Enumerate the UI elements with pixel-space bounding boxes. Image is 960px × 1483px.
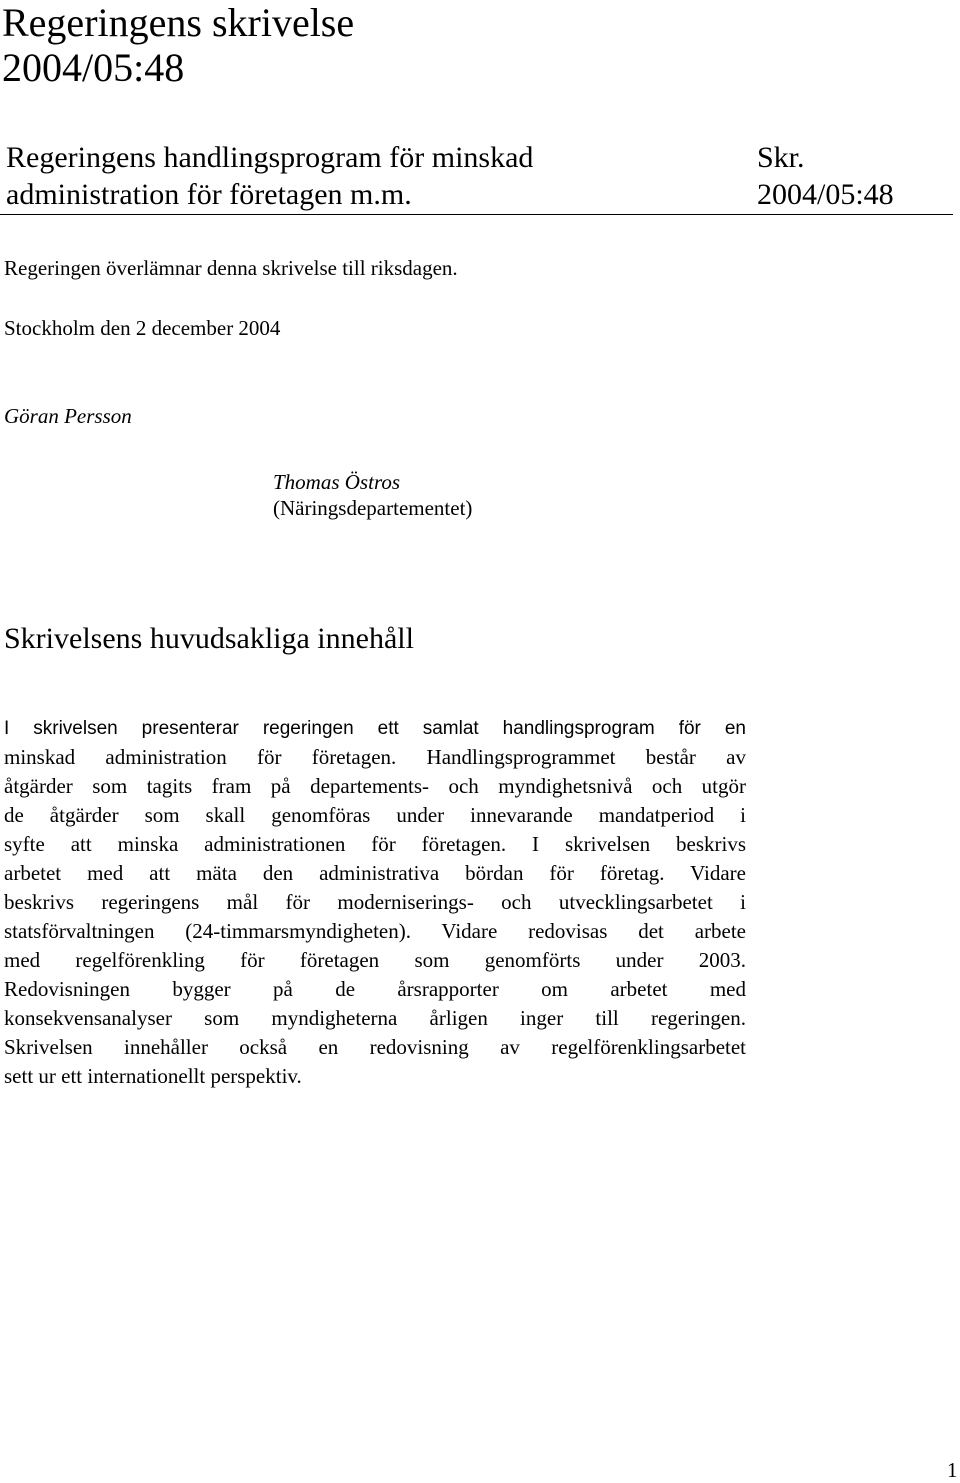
header-divider xyxy=(0,214,953,215)
summary-body xyxy=(4,714,746,1091)
summary-line: minskad administration för företagen. Handlingsprogrammet består av xyxy=(4,745,746,769)
cosigner-block xyxy=(273,469,472,521)
document-reference-line-2: 2004/05:48 xyxy=(757,178,894,211)
summary-line: Skrivelsen innehåller också en redovisning av regelförenklingsarbetet xyxy=(4,1035,746,1059)
signer-name: Göran Persson xyxy=(4,404,132,428)
document-subtitle-line-1: Regeringens handlingsprogram för minskad xyxy=(6,141,534,174)
cosigner-department: (Näringsdepartementet) xyxy=(273,496,473,520)
document-reference xyxy=(757,139,894,213)
summary-line: syfte att minska administrationen för företagen. I skrivelsen beskrivs xyxy=(4,832,746,856)
summary-line: statsförvaltningen (24-timmarsmyndigheten). Vidare redovisas det arbete xyxy=(4,919,746,943)
page-number: 1 xyxy=(947,1458,958,1482)
document-title-line-2: 2004/05:48 xyxy=(2,45,185,90)
summary-heading: Skrivelsens huvudsakliga innehåll xyxy=(4,622,414,655)
document-title-line-1: Regeringens skrivelse xyxy=(2,0,355,45)
summary-line: konsekvensanalyser som myndigheterna årligen inger till regeringen. xyxy=(4,1006,746,1030)
dateline: Stockholm den 2 december 2004 xyxy=(4,316,281,340)
document-subtitle xyxy=(6,139,533,213)
summary-line: med regelförenkling för företagen som genomförts under 2003. xyxy=(4,948,746,972)
document-subtitle-line-2: administration för företagen m.m. xyxy=(6,178,412,211)
summary-line: åtgärder som tagits fram på departements- och myndighetsnivå och utgör xyxy=(4,774,746,798)
summary-line: arbetet med att mäta den administrativa bördan för företag. Vidare xyxy=(4,861,746,885)
summary-line: de åtgärder som skall genomföras under innevarande mandatperiod i xyxy=(4,803,746,827)
summary-line: Redovisningen bygger på de årsrapporter om arbetet med xyxy=(4,977,746,1001)
cosigner-name: Thomas Östros xyxy=(273,470,401,494)
document-reference-line-1: Skr. xyxy=(757,141,805,174)
summary-line: sett ur ett internationellt perspektiv. xyxy=(4,1064,302,1088)
document-title xyxy=(2,0,354,90)
summary-line: beskrivs regeringens mål för moderniserings- och utvecklingsarbetet i xyxy=(4,890,746,914)
handover-statement: Regeringen överlämnar denna skrivelse till riksdagen. xyxy=(4,256,458,280)
summary-line: I skrivelsen presenterar regeringen ett samlat handlingsprogram för en xyxy=(4,718,746,739)
